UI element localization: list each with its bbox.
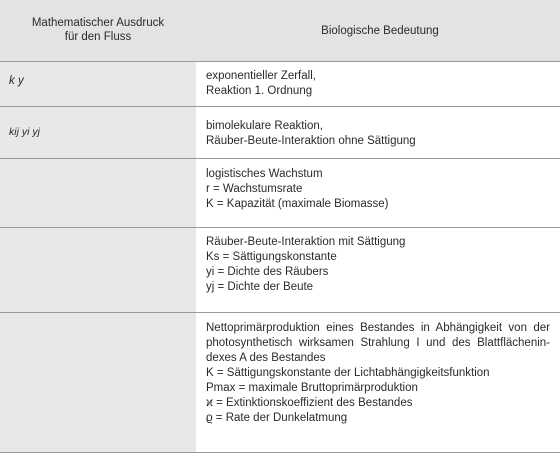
expression-k-y [9, 74, 24, 89]
table-bottom-rule [0, 452, 560, 453]
expression-kij-yi-yj [9, 125, 40, 140]
expression-cell [0, 228, 196, 312]
meaning-row-4 [206, 235, 550, 295]
meaning-line: Ks = Sättigungskonstante [206, 251, 337, 263]
meaning-row-1 [206, 69, 550, 99]
header-expression [0, 16, 196, 44]
meaning-row-5 [206, 321, 550, 426]
row-divider [0, 106, 560, 107]
expression-cell [0, 313, 196, 452]
meaning-line: Reaktion 1. Ordnung [206, 85, 313, 97]
expression-text: kij yi yj [9, 126, 40, 138]
meaning-line: exponentieller Zerfall, [206, 70, 316, 82]
meaning-line: Räuber-Beute-Interaktion ohne Sättigung [206, 135, 416, 147]
row-divider [0, 158, 560, 159]
header-meaning: Biologische Bedeutung [321, 25, 439, 37]
row-divider [0, 61, 560, 62]
meaning-line: Pmax = maximale Bruttoprimärproduktion [206, 382, 418, 394]
meaning-line: K = Kapazität (maximale Biomasse) [206, 198, 389, 210]
expression-cell [0, 159, 196, 227]
meaning-line: photosynthetisch wirksamen Strahlung I und des Blattflächenin- [206, 337, 550, 349]
expression-cell [0, 62, 196, 106]
header-expression-line2: für den Fluss [64, 31, 132, 43]
meaning-line: logistisches Wachstum [206, 168, 323, 180]
meaning-line: bimolekulare Reaktion, [206, 120, 323, 132]
meaning-line: r = Wachstumsrate [206, 183, 303, 195]
row-divider [0, 227, 560, 228]
header-expression-line1: Mathematischer Ausdruck [31, 17, 165, 29]
expression-text: k y [9, 75, 24, 87]
row-divider [0, 312, 560, 313]
meaning-line: yi = Dichte des Räubers [206, 266, 329, 278]
meaning-line: Nettoprimärproduktion eines Bestandes in Abhängigkeit von der [206, 322, 550, 334]
meaning-row-3 [206, 167, 550, 212]
meaning-line: Räuber-Beute-Interaktion mit Sättigung [206, 236, 406, 248]
meaning-line: ϱ = Rate der Dunkelatmung [206, 412, 348, 424]
meaning-line: dexes A des Bestandes [206, 352, 326, 364]
meaning-row-2 [206, 119, 550, 149]
meaning-line: K = Sättigungskonstante der Lichtabhängigkeitsfunktion [206, 367, 490, 379]
meaning-line: ϰ = Extinktionskoeffizient des Bestandes [206, 397, 413, 409]
meaning-line: yj = Dichte der Beute [206, 281, 314, 293]
